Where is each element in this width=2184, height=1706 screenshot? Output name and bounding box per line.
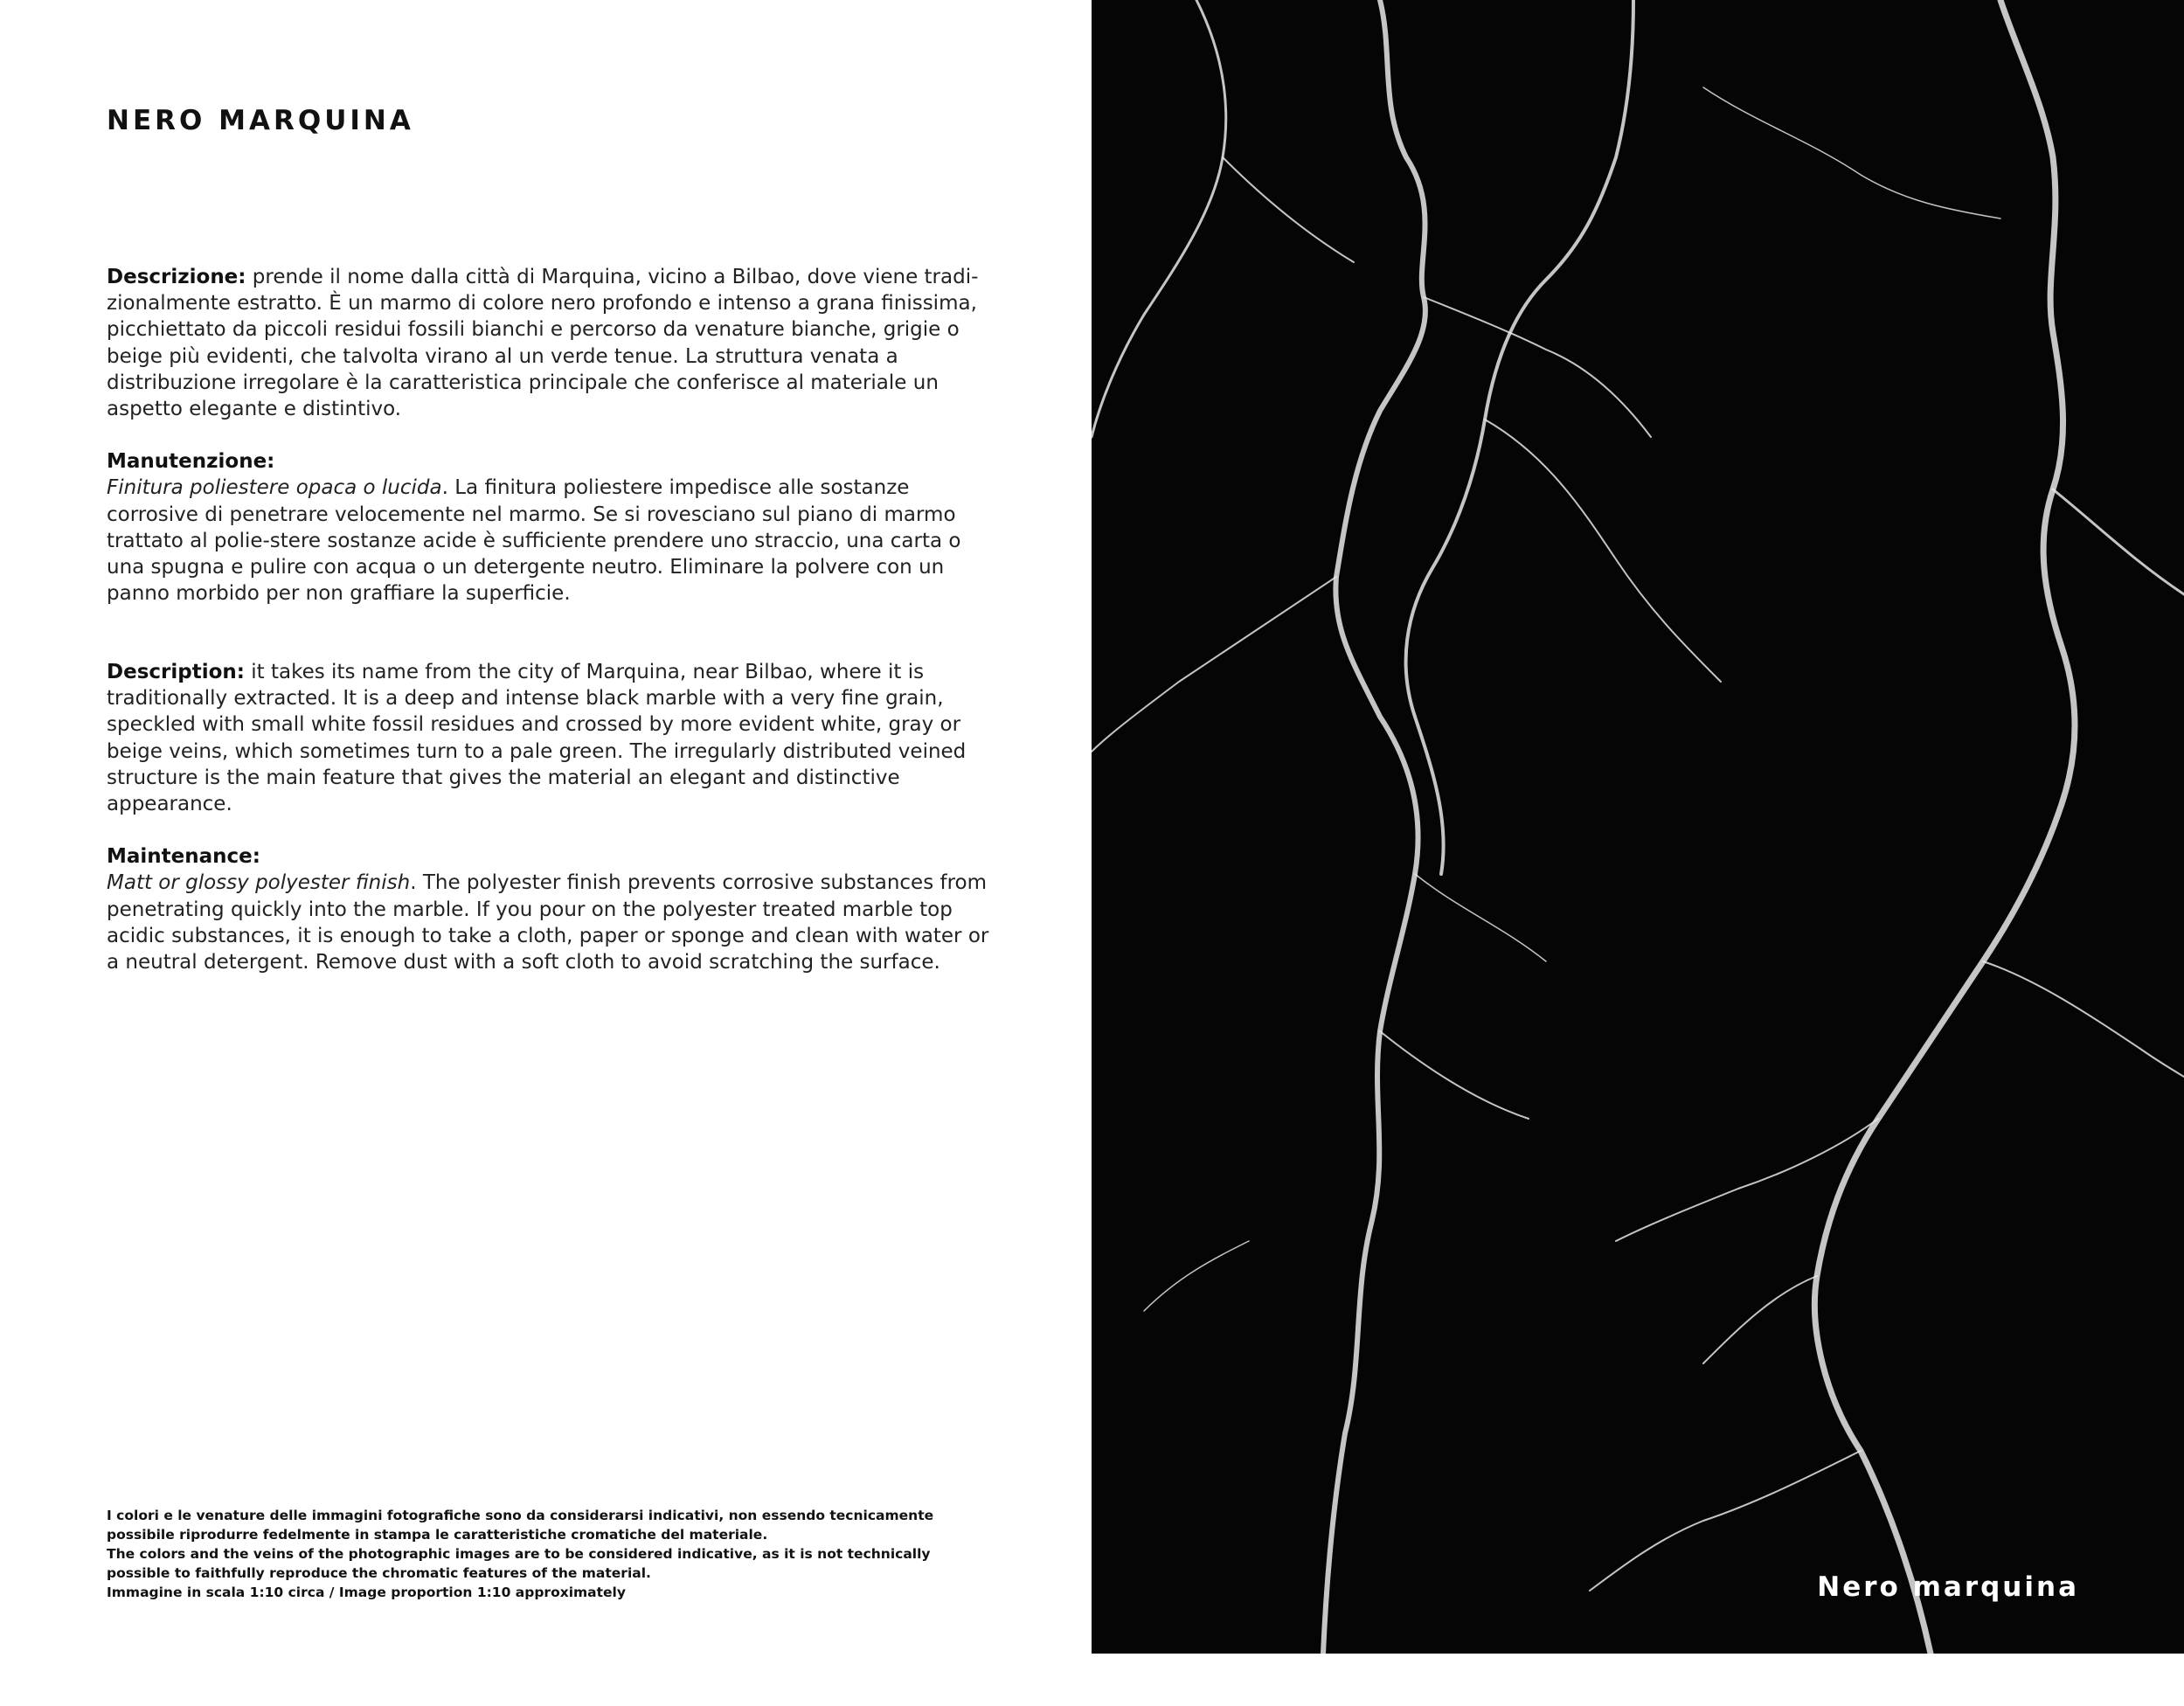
marble-vein [1323,0,1425,1654]
footnote-italian: I colori e le venature delle immagini fotografiche sono da considerarsi indicativi, non essendo tecnicamente possibile riprodurre fedelmente in stampa le caratteristiche cromatiche del materiale. [107,1508,934,1543]
english-section [107,659,989,975]
marble-vein [1406,0,1633,874]
marble-vein [1703,1276,1817,1363]
marble-vein [1590,1451,1861,1591]
maintenance-label-it: Manutenzione: [107,450,275,474]
marble-vein [1485,420,1721,682]
maintenance-finish-it: Finitura poliestere opaca o lucida [107,476,442,500]
footnote-scale: Immagine in scala 1:10 circa / Image proportion 1:10 approximately [107,1585,626,1600]
marble-vein [1703,87,2000,218]
marble-vein [1092,0,1226,437]
english-description [107,659,989,817]
italian-description [107,264,989,422]
marble-vein [2053,489,2184,594]
marble-vein [1814,0,2075,1654]
marble-vein [1415,874,1546,961]
footnote [107,1506,989,1602]
italian-maintenance [107,475,989,607]
marble-vein [1092,577,1336,752]
maintenance-text-en: . The polyester finish prevents corrosive substances from penetrating quickly into the marble. If you pour on the polyester treated marble top acidic substances, it is enough to take a cloth, paper or sponge and clean with water or a neutral detergent. Remove dust with a soft cloth to avoid scratching the surface. [107,871,989,974]
description-label-it: Descrizione: [107,266,246,288]
marble-veins [1092,0,2184,1654]
description-text-it: prende il nome dalla città di Marquina, vicino a Bilbao, dove viene tradi-zionalmente estratto. È un marmo di colore nero profondo e intenso a grana finissima, picchiettato da piccoli residui fossili bianchi e percorso da venature bianche, grigie o beige più evidenti, che talvolta virano al un verde tenue. La struttura venata a distribuzione irregolare è la caratteristica principale che conferisce al materiale un aspetto elegante e distintivo. [107,266,979,421]
maintenance-label-en: Maintenance: [107,845,260,869]
marble-image [1092,0,2184,1654]
italian-section [107,264,989,607]
description-label-en: Description: [107,661,245,683]
english-maintenance [107,870,989,975]
description-text-en: it takes its name from the city of Marquina, near Bilbao, where it is traditionally extracted. It is a deep and intense black marble with a very fine grain, speckled with small white fossil residues and crossed by more evident white, gray or beige veins, which sometimes turn to a pale green. The irregularly distributed veined structure is the main feature that gives the material an elegant and distinctive appearance. [107,661,967,816]
footnote-english: The colors and the veins of the photographic images are to be considered indicative, as it is not technically possible to faithfully reproduce the chromatic features of the material. [107,1546,931,1581]
page-title: NERO MARQUINA [107,105,414,136]
maintenance-text-it: . La finitura poliestere impedisce alle sostanze corrosive di penetrare velocemente nel marmo. Se si rovesciano sul piano di marmo trattato al polie-stere sostanze acide è sufficiente prendere uno straccio, una carta o una spugna e pulire con acqua o un detergente neutro. Eliminare la polvere con un panno morbido per non graffiare la superficie. [107,476,961,606]
marble-vein [1380,1031,1529,1119]
maintenance-finish-en: Matt or glossy polyester finish [107,871,411,895]
marble-vein [1983,961,2184,1077]
marble-vein [1223,157,1354,262]
marble-vein [1424,297,1651,437]
image-caption: Nero marquina [1817,1571,2079,1603]
marble-vein [1616,1119,1878,1241]
marble-vein [1144,1241,1249,1311]
